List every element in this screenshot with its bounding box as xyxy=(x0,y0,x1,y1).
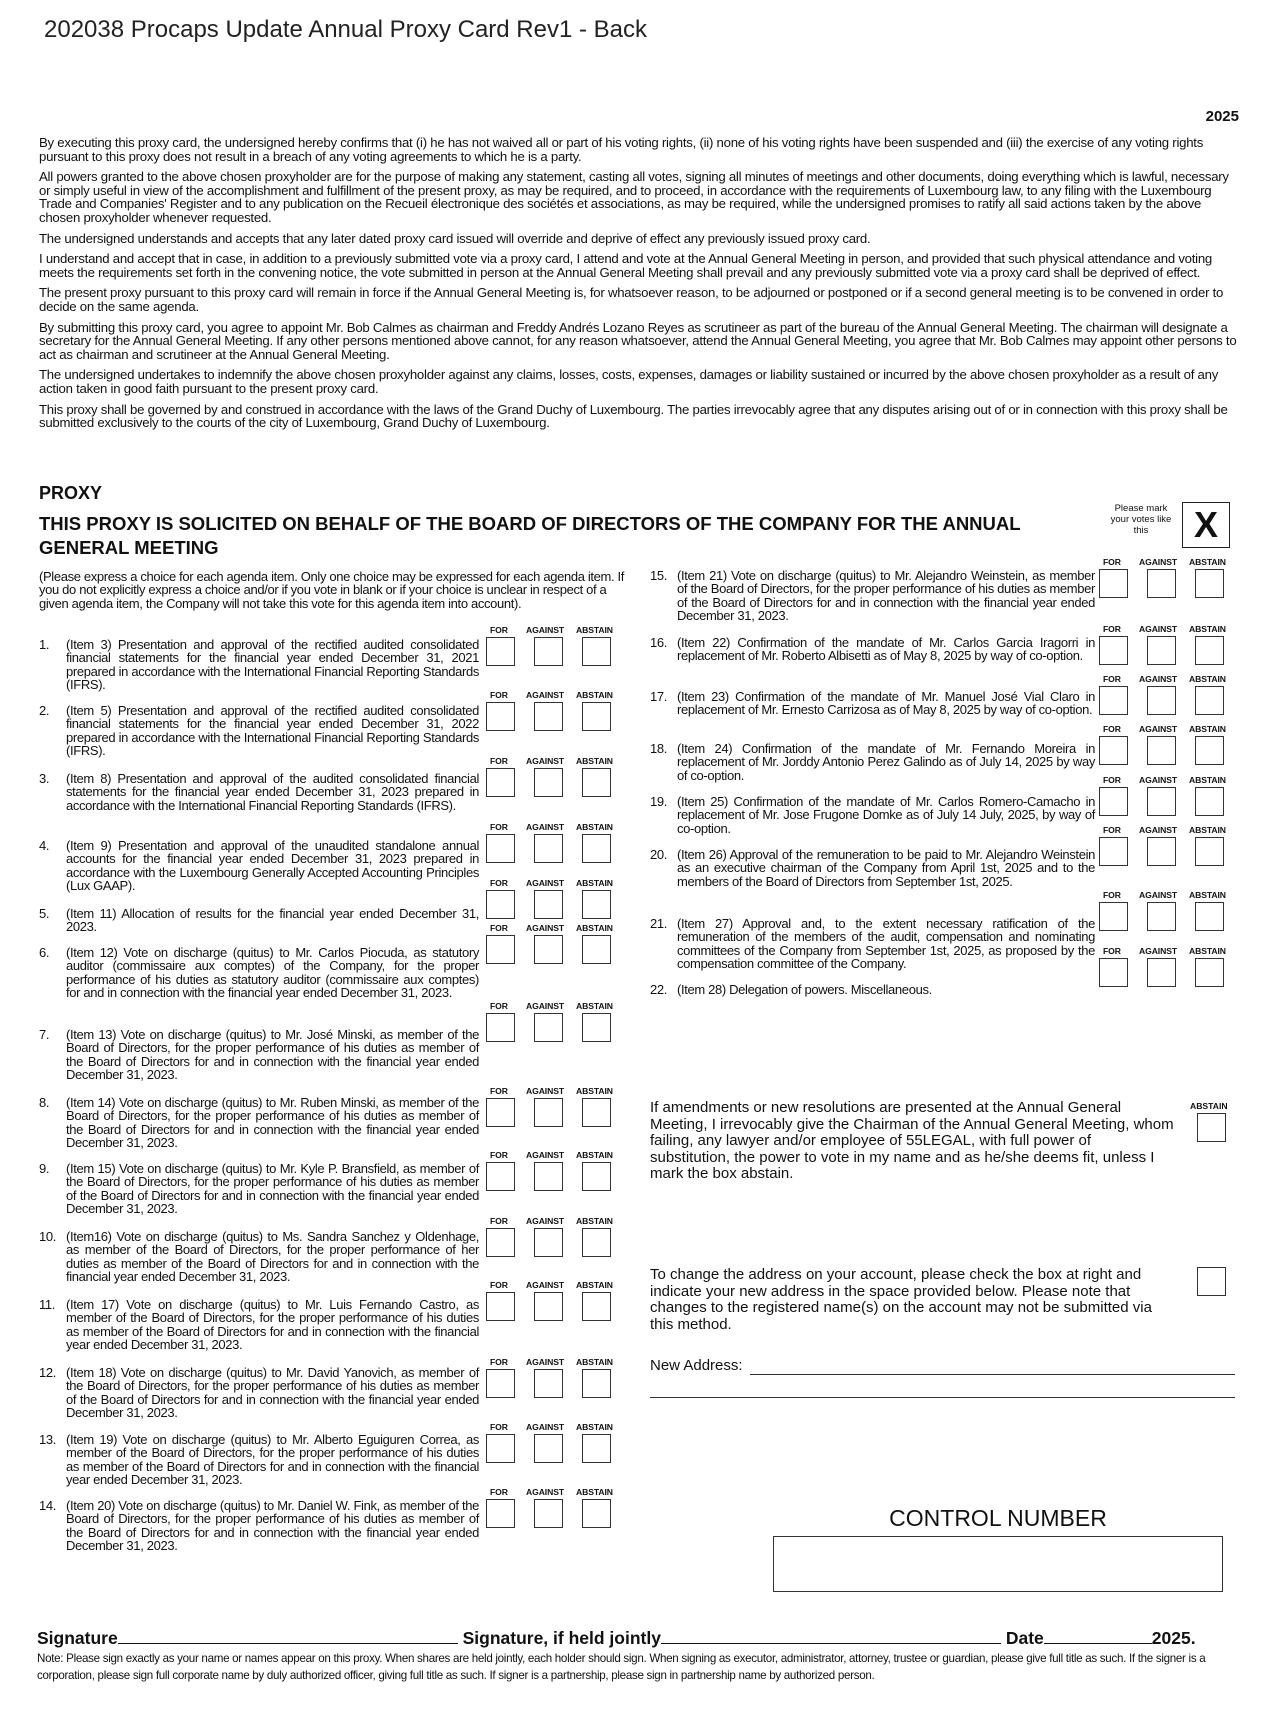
agenda-item-number: 6. xyxy=(39,945,50,960)
against-label: AGAINST xyxy=(1139,890,1177,900)
paragraph: All powers granted to the above chosen proxyholder are for the purpose of making any statement, casting all votes, signing all minutes of meetings and other documents, doing everything which is lawful, necessary or simply useful in view of the accomplishment and fulfillment of the present proxy, as may be required, and to proceed, in accordance with the requirements of Luxembourg law, to any filing with the Luxembourg Trade and Companies' Register and to any publication on the Recueil électronique des sociétés et associations, as may be required, while the undersigned promises to ratify all said actions taken by the above chosen proxyholder whenever requested. xyxy=(39,169,1229,225)
agenda-item-number: 18. xyxy=(650,741,668,756)
vote-options xyxy=(486,1422,636,1472)
for-label: FOR xyxy=(1103,825,1121,835)
paragraph: This proxy shall be governed by and construed in accordance with the laws of the Grand Duchy of Luxembourg. The parties irrevocably agree that any disputes arising out of or in connection with this proxy shall be submitted exclusively to the courts of the city of Luxembourg, Grand Duchy of Luxembourg. xyxy=(39,401,1228,431)
vote-against-checkbox[interactable] xyxy=(534,1292,563,1321)
vote-abstain-checkbox[interactable] xyxy=(1195,902,1224,931)
vote-options xyxy=(486,878,636,928)
vote-against-checkbox[interactable] xyxy=(1147,636,1176,665)
against-label: AGAINST xyxy=(1139,946,1177,956)
vote-for-checkbox[interactable] xyxy=(486,637,515,666)
vote-options xyxy=(1099,557,1249,607)
for-label: FOR xyxy=(1103,946,1121,956)
against-label: AGAINST xyxy=(526,690,564,700)
paragraph: I understand and accept that in case, in addition to a previously submitted vote via a proxy card, I attend and vote at the Annual General Meeting in person, and provided that such physical attendance and voting meets the requirements set forth in the convening notice, the vote submitted in person at the Annual General Meeting shall prevail and any previously submitted vote via a proxy card shall be deprived of effect. xyxy=(39,251,1213,280)
for-label: FOR xyxy=(1103,775,1121,785)
vote-for-checkbox[interactable] xyxy=(486,1162,515,1191)
vote-abstain-checkbox[interactable] xyxy=(582,1369,611,1398)
joint-signature-label: Signature, if held jointly xyxy=(462,1628,661,1648)
abstain-label: ABSTAIN xyxy=(1189,557,1226,567)
agenda-item xyxy=(39,1028,479,1082)
agenda-item-text: (Item 18) Vote on discharge (quitus) to Mr. David Yanovich, as member of the Board of Directors, for the proper performance of his duties as member of the Board of Directors for and in connection with the financial year ended December 31, 2023. xyxy=(66,1365,479,1421)
for-label: FOR xyxy=(1103,624,1121,634)
vote-against-checkbox[interactable] xyxy=(534,1162,563,1191)
vote-for-checkbox[interactable] xyxy=(1099,958,1128,987)
agenda-item xyxy=(39,946,479,1000)
vote-against-checkbox[interactable] xyxy=(534,637,563,666)
vote-against-checkbox[interactable] xyxy=(534,1369,563,1398)
against-label: AGAINST xyxy=(1139,775,1177,785)
against-label: AGAINST xyxy=(526,1487,564,1497)
agenda-item-text: (Item 9) Presentation and approval of the unaudited standalone annual accounts for the financial year ended December 31, 2023 prepared in accordance with the Luxembourg Generally Accepted Accounting Principles (Lux GAAP). xyxy=(66,838,479,894)
vote-options xyxy=(486,690,636,740)
abstain-label: ABSTAIN xyxy=(576,923,613,933)
vote-for-checkbox[interactable] xyxy=(486,702,515,731)
vote-against-checkbox[interactable] xyxy=(534,768,563,797)
against-label: AGAINST xyxy=(1139,674,1177,684)
agenda-item-text: (Item 19) Vote on discharge (quitus) to Mr. Alberto Eguiguren Correa, as member of the Board of Directors, for the proper performance of his duties as member of the Board of Directors for and in connection with the financial year ended December 31, 2023. xyxy=(66,1432,479,1488)
vote-options xyxy=(486,625,636,675)
agenda-item xyxy=(39,1366,479,1420)
abstain-label: ABSTAIN xyxy=(576,822,613,832)
abstain-label: ABSTAIN xyxy=(576,1001,613,1011)
paragraph: By submitting this proxy card, you agree to appoint Mr. Bob Calmes as chairman and Freddy Andrés Lozano Reyes as scrutineer as part of the bureau of the Annual General Meeting. The chairman will designate a secretary for the Annual General Meeting. If any other persons mentioned above cannot, for any reason whatsoever, attend the Annual General Meeting, you agree that Mr. Bob Calmes may appoint other persons to act as chairman and scrutineer at the Annual General Meeting. xyxy=(39,319,1237,362)
agenda-item-number: 9. xyxy=(39,1161,50,1176)
voting-instructions: (Please express a choice for each agenda item. Only one choice may be expressed for each agenda item. If you do not explicitly express a choice and/or if you vote in blank or if your choice is unclear in respect of a given agenda item, the Company will not take this vote for this agenda item into account). xyxy=(39,569,625,611)
against-label: AGAINST xyxy=(1139,724,1177,734)
vote-abstain-checkbox[interactable] xyxy=(1195,686,1224,715)
for-label: FOR xyxy=(490,1487,508,1497)
against-label: AGAINST xyxy=(526,1422,564,1432)
new-address-label: New Address: xyxy=(650,1357,743,1374)
agenda-item xyxy=(650,848,1095,888)
vote-abstain-checkbox[interactable] xyxy=(582,1013,611,1042)
agenda-item xyxy=(650,742,1095,782)
vote-for-checkbox[interactable] xyxy=(486,1434,515,1463)
vote-options xyxy=(486,1150,636,1200)
for-label: FOR xyxy=(490,1216,508,1226)
vote-for-checkbox[interactable] xyxy=(1099,736,1128,765)
agenda-item-text: (Item 12) Vote on discharge (quitus) to Mr. Carlos Piocuda, as statutory auditor (commissaire aux comptes) of the Company, for the proper performance of his duties as statutory auditor (commissaire aux comptes) for and in connection with the financial year ended December 31, 2023. xyxy=(66,945,479,1001)
for-label: FOR xyxy=(490,1280,508,1290)
vote-against-checkbox[interactable] xyxy=(1147,736,1176,765)
amendments-abstain-label: ABSTAIN xyxy=(1190,1101,1228,1111)
amendments-abstain-checkbox[interactable] xyxy=(1197,1113,1226,1142)
vote-for-checkbox[interactable] xyxy=(1099,837,1128,866)
agenda-item-number: 8. xyxy=(39,1095,50,1110)
new-address-line-2[interactable] xyxy=(650,1397,1235,1398)
abstain-label: ABSTAIN xyxy=(576,1357,613,1367)
vote-options xyxy=(1099,890,1249,940)
agenda-item xyxy=(650,983,1095,996)
agenda-item xyxy=(650,795,1095,835)
vote-abstain-checkbox[interactable] xyxy=(582,637,611,666)
agenda-item xyxy=(39,772,479,812)
paragraph: The undersigned understands and accepts that any later dated proxy card issued will override and deprive of effect any previously issued proxy card. xyxy=(39,230,871,246)
vote-against-checkbox[interactable] xyxy=(534,1013,563,1042)
vote-abstain-checkbox[interactable] xyxy=(582,1499,611,1528)
mark-example-box: X xyxy=(1182,502,1230,548)
against-label: AGAINST xyxy=(1139,825,1177,835)
for-label: FOR xyxy=(490,878,508,888)
agenda-item-number: 7. xyxy=(39,1027,50,1042)
agenda-item-number: 11. xyxy=(39,1297,56,1312)
abstain-label: ABSTAIN xyxy=(576,690,613,700)
new-address-line-1[interactable] xyxy=(750,1374,1235,1375)
against-label: AGAINST xyxy=(1139,624,1177,634)
abstain-label: ABSTAIN xyxy=(576,625,613,635)
against-label: AGAINST xyxy=(526,1086,564,1096)
terms-paragraphs xyxy=(39,136,1239,437)
agenda-item-number: 2. xyxy=(39,703,50,718)
vote-abstain-checkbox[interactable] xyxy=(582,1162,611,1191)
agenda-item xyxy=(39,907,479,934)
vote-options xyxy=(486,756,636,806)
abstain-label: ABSTAIN xyxy=(576,1422,613,1432)
vote-options xyxy=(486,1487,636,1537)
vote-abstain-checkbox[interactable] xyxy=(1195,837,1224,866)
vote-abstain-checkbox[interactable] xyxy=(1195,787,1224,816)
vote-for-checkbox[interactable] xyxy=(1099,569,1128,598)
abstain-label: ABSTAIN xyxy=(1189,825,1226,835)
against-label: AGAINST xyxy=(526,1357,564,1367)
against-label: AGAINST xyxy=(526,625,564,635)
vote-options xyxy=(486,822,636,872)
vote-options xyxy=(486,1216,636,1266)
proxy-label: PROXY xyxy=(39,483,103,503)
vote-against-checkbox[interactable] xyxy=(534,890,563,919)
agenda-item-text: (Item 24) Confirmation of the mandate of Mr. Fernando Moreira in replacement of Mr. Jorddy Antonio Perez Galindo as of July 14, 2025 by way of co-option. xyxy=(677,741,1095,783)
vote-options xyxy=(1099,946,1249,996)
agenda-item-number: 15. xyxy=(650,568,668,583)
agenda-item-text: (Item 22) Confirmation of the mandate of Mr. Carlos Garcia Iragorri in replacement of Mr. Roberto Albisetti as of May 8, 2025 by way of co-option. xyxy=(677,635,1095,664)
agenda-item-number: 16. xyxy=(650,635,668,650)
paragraph: The present proxy pursuant to this proxy card will remain in force if the Annual General Meeting is, for whatsoever reason, to be adjourned or postponed or if a second general meeting is to be convened in order to decide on the same agenda. xyxy=(39,285,1224,314)
vote-against-checkbox[interactable] xyxy=(1147,569,1176,598)
joint-signature-line[interactable] xyxy=(661,1627,1001,1644)
for-label: FOR xyxy=(1103,557,1121,567)
agenda-item-number: 13. xyxy=(39,1432,57,1447)
agenda-item-number: 3. xyxy=(39,771,50,786)
vote-for-checkbox[interactable] xyxy=(486,768,515,797)
against-label: AGAINST xyxy=(526,1001,564,1011)
agenda-item xyxy=(39,1230,479,1284)
against-label: AGAINST xyxy=(526,1216,564,1226)
year-label: 2025 xyxy=(1205,108,1239,125)
signing-note: Note: Please sign exactly as your name or names appear on this proxy. When shares are held jointly, each holder should sign. When signing as executor, administrator, attorney, trustee or guardian, please give full title as such. If the signer is a corporation, please sign full corporate name by duly authorized officer, giving full title as such. If signer is a partnership, please sign in partnership name by authorized person. xyxy=(37,1652,1206,1682)
agenda-item-number: 20. xyxy=(650,847,668,862)
for-label: FOR xyxy=(490,1422,508,1432)
agenda-item-number: 4. xyxy=(39,838,50,853)
against-label: AGAINST xyxy=(526,822,564,832)
agenda-item xyxy=(39,1298,479,1352)
vote-for-checkbox[interactable] xyxy=(486,1228,515,1257)
vote-for-checkbox[interactable] xyxy=(1099,686,1128,715)
solicitation-heading: THIS PROXY IS SOLICITED ON BEHALF OF THE BOARD OF DIRECTORS OF THE COMPANY FOR THE ANNUAL GENERAL MEETING xyxy=(39,513,1021,558)
agenda-item-text: (Item16) Vote on discharge (quitus) to Ms. Sandra Sanchez y Oldenhage, as member of the Board of Directors, for the proper performance of her duties as member of the Board of Directors for and in connection with the financial year ended December 31, 2023. xyxy=(66,1229,479,1285)
vote-options xyxy=(1099,775,1249,825)
vote-against-checkbox[interactable] xyxy=(1147,902,1176,931)
against-label: AGAINST xyxy=(526,1280,564,1290)
agenda-item-text: (Item 20) Vote on discharge (quitus) to Mr. Daniel W. Fink, as member of the Board of Directors, for the proper performance of his duties as member of the Board of Directors for and in connection with the financial year ended December 31, 2023. xyxy=(66,1498,479,1554)
vote-for-checkbox[interactable] xyxy=(486,1499,515,1528)
vote-against-checkbox[interactable] xyxy=(534,702,563,731)
abstain-label: ABSTAIN xyxy=(576,1216,613,1226)
for-label: FOR xyxy=(490,1150,508,1160)
abstain-label: ABSTAIN xyxy=(1189,624,1226,634)
signature-line[interactable] xyxy=(118,1627,458,1644)
agenda-item xyxy=(650,636,1095,663)
agenda-item xyxy=(650,917,1095,971)
against-label: AGAINST xyxy=(1139,557,1177,567)
abstain-label: ABSTAIN xyxy=(1189,946,1226,956)
agenda-item xyxy=(39,1499,479,1553)
agenda-item xyxy=(39,1096,479,1150)
vote-against-checkbox[interactable] xyxy=(1147,837,1176,866)
vote-abstain-checkbox[interactable] xyxy=(582,768,611,797)
agenda-item-text: (Item 11) Allocation of results for the financial year ended December 31, 2023. xyxy=(66,906,479,935)
vote-against-checkbox[interactable] xyxy=(534,1434,563,1463)
for-label: FOR xyxy=(1103,724,1121,734)
signature-row xyxy=(37,1627,1237,1649)
control-number-box xyxy=(773,1536,1223,1592)
abstain-label: ABSTAIN xyxy=(576,1280,613,1290)
vote-abstain-checkbox[interactable] xyxy=(582,935,611,964)
agenda-item-text: (Item 3) Presentation and approval of the rectified audited consolidated financial statements for the financial year ended December 31, 2021 prepared in accordance with the International Financial Reporting Standards (IFRS). xyxy=(66,637,479,693)
agenda-item-number: 21. xyxy=(650,916,668,931)
against-label: AGAINST xyxy=(526,923,564,933)
against-label: AGAINST xyxy=(526,878,564,888)
vote-options xyxy=(1099,825,1249,875)
vote-for-checkbox[interactable] xyxy=(486,935,515,964)
abstain-label: ABSTAIN xyxy=(1189,775,1226,785)
vote-against-checkbox[interactable] xyxy=(534,1228,563,1257)
agenda-item xyxy=(39,704,479,758)
agenda-item-number: 5. xyxy=(39,906,50,921)
vote-abstain-checkbox[interactable] xyxy=(582,1098,611,1127)
vote-options xyxy=(486,1001,636,1051)
vote-abstain-checkbox[interactable] xyxy=(582,1434,611,1463)
for-label: FOR xyxy=(490,1001,508,1011)
agenda-item-number: 1. xyxy=(39,637,50,652)
control-number-label: CONTROL NUMBER xyxy=(889,1505,1107,1531)
vote-against-checkbox[interactable] xyxy=(534,834,563,863)
agenda-item-number: 10. xyxy=(39,1229,57,1244)
vote-abstain-checkbox[interactable] xyxy=(1195,958,1224,987)
for-label: FOR xyxy=(490,625,508,635)
document-title: 202038 Procaps Update Annual Proxy Card Rev1 - Back xyxy=(44,16,648,43)
vote-options xyxy=(486,1086,636,1136)
agenda-item xyxy=(39,638,479,692)
for-label: FOR xyxy=(1103,890,1121,900)
vote-for-checkbox[interactable] xyxy=(1099,636,1128,665)
for-label: FOR xyxy=(490,923,508,933)
paragraph: By executing this proxy card, the undersigned hereby confirms that (i) he has not waived all or part of his voting rights, (ii) none of his voting rights have been suspended and (iii) the exercise of any voting rights pursuant to this proxy does not result in a breach of any voting agreements to which he is a party. xyxy=(39,135,1204,164)
abstain-label: ABSTAIN xyxy=(576,878,613,888)
agenda-item xyxy=(650,690,1095,717)
agenda-item-number: 19. xyxy=(650,794,668,809)
agenda-item xyxy=(39,1162,479,1216)
agenda-item-text: (Item 14) Vote on discharge (quitus) to Mr. Ruben Minski, as member of the Board of Directors, for the proper performance of his duties as member of the Board of Directors for and in connection with the financial year ended December 31, 2023. xyxy=(66,1095,479,1151)
vote-for-checkbox[interactable] xyxy=(486,834,515,863)
abstain-label: ABSTAIN xyxy=(576,1086,613,1096)
vote-abstain-checkbox[interactable] xyxy=(582,890,611,919)
vote-for-checkbox[interactable] xyxy=(486,1098,515,1127)
against-label: AGAINST xyxy=(526,756,564,766)
agenda-item-text: (Item 17) Vote on discharge (quitus) to Mr. Luis Fernando Castro, as member of the Board of Directors, for the proper performance of his duties as member of the Board of Directors for and in connection with the financial year ended December 31, 2023. xyxy=(66,1297,479,1353)
agenda-item-text: (Item 15) Vote on discharge (quitus) to Mr. Kyle P. Bransfield, as member of the Board of Directors, for the proper performance of his duties as member of the Board of Directors for and in connection with the financial year ended December 31, 2023. xyxy=(66,1161,479,1217)
vote-abstain-checkbox[interactable] xyxy=(582,1292,611,1321)
vote-for-checkbox[interactable] xyxy=(486,1292,515,1321)
vote-abstain-checkbox[interactable] xyxy=(1195,736,1224,765)
vote-against-checkbox[interactable] xyxy=(534,1499,563,1528)
agenda-item xyxy=(39,839,479,893)
against-label: AGAINST xyxy=(526,1150,564,1160)
vote-abstain-checkbox[interactable] xyxy=(582,834,611,863)
vote-abstain-checkbox[interactable] xyxy=(582,1228,611,1257)
vote-for-checkbox[interactable] xyxy=(486,1369,515,1398)
vote-for-checkbox[interactable] xyxy=(486,1013,515,1042)
for-label: FOR xyxy=(490,1086,508,1096)
abstain-label: ABSTAIN xyxy=(576,756,613,766)
agenda-item-text: (Item 27) Approval and, to the extent necessary ratification of the remuneration of the members of the audit, compensation and nominating committees of the Company from September 1st, 2025, as proposed by the compensation committee of the Company. xyxy=(677,916,1095,972)
agenda-item-text: (Item 28) Delegation of powers. Miscellaneous. xyxy=(677,982,932,997)
vote-against-checkbox[interactable] xyxy=(534,935,563,964)
vote-against-checkbox[interactable] xyxy=(1147,958,1176,987)
for-label: FOR xyxy=(490,1357,508,1367)
agenda-item xyxy=(650,569,1095,623)
agenda-item-number: 14. xyxy=(39,1498,57,1513)
abstain-label: ABSTAIN xyxy=(1189,674,1226,684)
vote-for-checkbox[interactable] xyxy=(1099,902,1128,931)
vote-against-checkbox[interactable] xyxy=(1147,686,1176,715)
abstain-label: ABSTAIN xyxy=(576,1150,613,1160)
agenda-item-number: 17. xyxy=(650,689,668,704)
vote-options xyxy=(1099,724,1249,774)
vote-abstain-checkbox[interactable] xyxy=(1195,636,1224,665)
abstain-label: ABSTAIN xyxy=(1189,724,1226,734)
vote-abstain-checkbox[interactable] xyxy=(582,702,611,731)
vote-options xyxy=(1099,674,1249,724)
vote-against-checkbox[interactable] xyxy=(534,1098,563,1127)
agenda-item-number: 22. xyxy=(650,982,668,997)
vote-options xyxy=(486,1280,636,1330)
agenda-item-text: (Item 25) Confirmation of the mandate of Mr. Carlos Romero-Camacho in replacement of Mr. Jose Frugone Domke as of July 14 July, 2025, by way of co-option. xyxy=(677,794,1095,836)
agenda-item-text: (Item 23) Confirmation of the mandate of Mr. Manuel José Vial Claro in replacement of Mr. Ernesto Carrizosa as of May 8, 2025 by way of co-option. xyxy=(677,689,1095,718)
paragraph: The undersigned undertakes to indemnify the above chosen proxyholder against any claims, losses, costs, expenses, damages or liability sustained or incurred by the above chosen proxyholder as a result of any action taken in good faith pursuant to the present proxy card. xyxy=(39,367,1219,396)
vote-options xyxy=(486,923,636,973)
mark-example-note: Please mark your votes like this xyxy=(1110,503,1172,536)
agenda-item-text: (Item 21) Vote on discharge (quitus) to Mr. Alejandro Weinstein, as member of the Board of Directors, for the proper performance of his duties as member of the Board of Directors for and in connection with the financial year ended December 31, 2023. xyxy=(677,568,1095,624)
abstain-label: ABSTAIN xyxy=(576,1487,613,1497)
for-label: FOR xyxy=(490,822,508,832)
agenda-item-text: (Item 26) Approval of the remuneration to be paid to Mr. Alejandro Weinstein as an executive chairman of the Company from April 1st, 2025 and to the members of the Board of Directors from September 1st, 2025. xyxy=(677,847,1095,889)
agenda-item-number: 12. xyxy=(39,1365,57,1380)
date-line[interactable] xyxy=(1044,1627,1152,1644)
address-change-text: To change the address on your account, please check the box at right and indicate your new address in the space provided below. Please note that changes to the registered name(s) on the account may not be submitted via this method. xyxy=(650,1266,1152,1333)
for-label: FOR xyxy=(490,756,508,766)
vote-abstain-checkbox[interactable] xyxy=(1195,569,1224,598)
agenda-item-text: (Item 5) Presentation and approval of the rectified audited consolidated financial statements for the financial year ended December 31, 2022 prepared in accordance with the International Financial Reporting Standards (IFRS). xyxy=(66,703,479,759)
abstain-label: ABSTAIN xyxy=(1189,890,1226,900)
signature-label: Signature xyxy=(37,1628,118,1648)
vote-for-checkbox[interactable] xyxy=(486,890,515,919)
vote-options xyxy=(486,1357,636,1407)
vote-against-checkbox[interactable] xyxy=(1147,787,1176,816)
for-label: FOR xyxy=(1103,674,1121,684)
vote-for-checkbox[interactable] xyxy=(1099,787,1128,816)
date-suffix: 2025. xyxy=(1151,1628,1196,1648)
agenda-item-text: (Item 8) Presentation and approval of the audited consolidated financial statements for the financial year ended December 31, 2023 prepared in accordance with the International Financial Reporting Standards (IFRS). xyxy=(66,771,479,813)
address-change-checkbox[interactable] xyxy=(1197,1267,1226,1296)
vote-options xyxy=(1099,624,1249,674)
date-label: Date xyxy=(1005,1628,1044,1648)
for-label: FOR xyxy=(490,690,508,700)
agenda-item-text: (Item 13) Vote on discharge (quitus) to Mr. José Minski, as member of the Board of Directors, for the proper performance of his duties as member of the Board of Directors for and in connection with the financial year ended December 31, 2023. xyxy=(66,1027,479,1083)
agenda-item xyxy=(39,1433,479,1487)
amendments-text: If amendments or new resolutions are presented at the Annual General Meeting, I irrevocably give the Chairman of the Annual General Meeting, whom failing, any lawyer and/or employee of 55LEGAL, with full power of substitution, the power to vote in my name and as he/she deems fit, unless I mark the box abstain. xyxy=(650,1099,1174,1182)
